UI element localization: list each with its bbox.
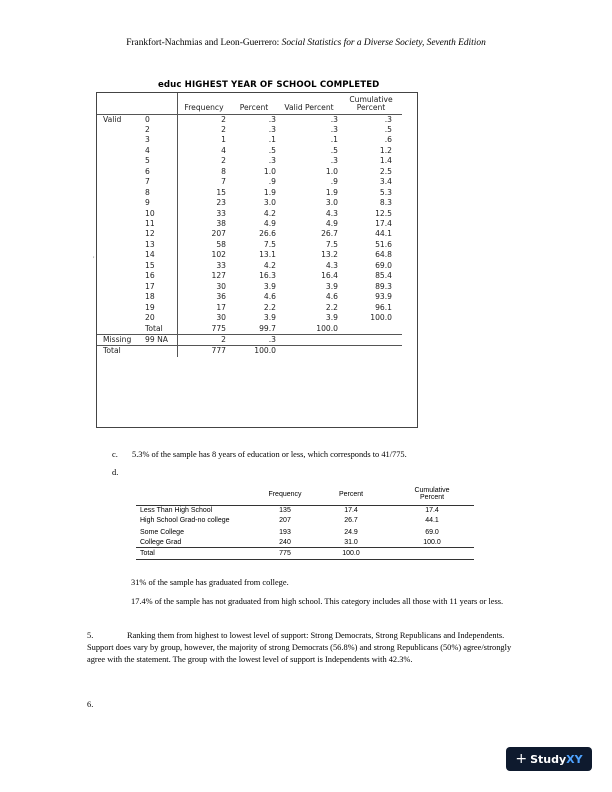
cell-percent: 24.9: [344, 529, 358, 537]
cell-cumulative-percent: [340, 346, 402, 357]
row-value: 8: [145, 187, 150, 197]
plus-icon: +: [515, 751, 528, 767]
freq2-col-frequency: Frequency: [258, 483, 312, 506]
cell-cumulative-percent: 17.4: [425, 507, 439, 514]
row-value: 2: [145, 124, 150, 134]
cell-valid-percent: .3: [330, 124, 338, 134]
row-group-label: [97, 261, 145, 271]
cell-frequency: 193: [279, 529, 291, 537]
cell-frequency: 240: [279, 538, 291, 546]
cell-percent: 99.7: [259, 323, 276, 333]
row-value: 11: [145, 219, 155, 229]
cell-percent: 1.9: [263, 187, 276, 197]
row-value: 17: [145, 281, 155, 291]
table-row: [97, 229, 402, 239]
row-value: [145, 346, 178, 357]
cell-percent: 4.2: [263, 208, 276, 218]
cell-cumulative-percent: 100.0: [370, 313, 392, 323]
cell-percent: 4.2: [263, 260, 276, 270]
cell-cumulative-percent: 69.0: [375, 260, 392, 270]
category-name: College Grad: [140, 538, 182, 546]
cell-valid-percent: 3.9: [325, 313, 338, 323]
col-cumulative-percent: Cumulative Percent: [340, 93, 402, 114]
cell-frequency: 36: [178, 292, 231, 302]
row-value: 6: [145, 166, 150, 176]
table-row: [97, 135, 402, 145]
page-header: [0, 38, 612, 48]
cell-frequency: 207: [178, 229, 231, 239]
cell-cumulative-percent: 93.9: [375, 292, 392, 302]
cell-valid-percent: 3.9: [325, 281, 338, 291]
cell-percent: 3.0: [263, 198, 276, 208]
cell-frequency: 1: [178, 135, 231, 145]
cell-cumulative-percent: 1.2: [379, 145, 392, 155]
row-group-label: [97, 250, 145, 260]
table-row: [97, 219, 402, 229]
cell-frequency: 2: [178, 114, 231, 125]
cell-percent: .3: [268, 156, 276, 166]
row-value: 99 NA: [145, 335, 178, 346]
cell-percent: 100.0: [230, 346, 278, 357]
cell-valid-percent: .3: [330, 156, 338, 166]
cell-valid-percent: 1.0: [325, 166, 338, 176]
cell-frequency: 15: [178, 188, 231, 198]
row-value: 14: [145, 250, 155, 260]
spss-frequency-table: [97, 93, 402, 357]
row-value: 0: [145, 114, 150, 124]
col-percent: Percent: [230, 93, 278, 114]
question-5-text: Ranking them from highest to lowest level of support: Strong Democrats, Strong Republicans and Independents. Support does vary by group, however, the majority of strong Democrats (56.8%) and strong Republicans (50%) agree/strongly agree with the statement. The group with the lowest level of support is Independents with 42.3%.: [87, 631, 512, 665]
cell-percent: 31.0: [344, 538, 358, 546]
spss-table-title: educ HIGHEST YEAR OF SCHOOL COMPLETED: [158, 80, 380, 90]
cell-frequency: 2: [178, 156, 231, 166]
table-row: [97, 313, 402, 323]
col-valid-percent: Valid Percent: [278, 93, 340, 114]
row-group-label: [97, 198, 145, 208]
cell-cumulative-percent: 44.1: [425, 516, 439, 524]
cell-frequency: 30: [178, 282, 231, 292]
cell-frequency: 33: [178, 209, 231, 219]
note-college-grad: 31% of the sample has graduated from college.: [131, 578, 289, 587]
cell-valid-percent: .1: [330, 135, 338, 145]
row-value: 15: [145, 260, 155, 270]
row-group-label: [97, 167, 145, 177]
cell-cumulative-percent: .6: [384, 135, 392, 145]
cell-cumulative-percent: 96.1: [375, 302, 392, 312]
row-group-label: [97, 240, 145, 250]
cell-frequency: 33: [178, 261, 231, 271]
cell-valid-percent: .3: [330, 114, 338, 124]
cell-cumulative-percent: 8.3: [379, 198, 392, 208]
col-frequency: Frequency: [178, 93, 231, 114]
cell-percent: 26.6: [259, 229, 276, 239]
table-row: [97, 156, 402, 166]
cell-frequency: 38: [178, 219, 231, 229]
row-group-label: [97, 188, 145, 198]
row-group-label: [97, 125, 145, 135]
header-authors: Frankfort-Nachmias and Leon-Guerrero:: [126, 38, 282, 48]
table-row: [97, 177, 402, 187]
cell-valid-percent: 4.9: [325, 219, 338, 229]
table-row: [97, 125, 402, 135]
valid-total-row: [97, 324, 402, 335]
logo-study-text: Study: [530, 752, 567, 766]
row-group-label: [97, 209, 145, 219]
row-value: 13: [145, 239, 155, 249]
cell-valid-percent: 3.0: [325, 198, 338, 208]
cell-frequency: 30: [178, 313, 231, 323]
cell-cumulative-percent: .3: [384, 114, 392, 124]
cell-percent: 17.4: [344, 507, 358, 514]
cell-cumulative-percent: [390, 548, 474, 560]
cell-percent: 100.0: [312, 548, 390, 560]
cell-valid-percent: 7.5: [325, 239, 338, 249]
question-6-number: 6.: [87, 700, 94, 709]
table-row: [97, 271, 402, 281]
cell-valid-percent: 16.4: [321, 271, 338, 281]
cell-cumulative-percent: 17.4: [375, 219, 392, 229]
category-name: Less Than High School: [140, 507, 213, 514]
row-value: 10: [145, 208, 155, 218]
row-value: 19: [145, 302, 155, 312]
cell-percent: .5: [268, 145, 276, 155]
cell-cumulative-percent: 1.4: [379, 156, 392, 166]
cell-cumulative-percent: [340, 335, 402, 346]
cell-valid-percent: 13.2: [321, 250, 338, 260]
row-group-label: [97, 219, 145, 229]
cell-percent: .3: [268, 124, 276, 134]
cell-cumulative-percent: 44.1: [375, 229, 392, 239]
cell-frequency: 777: [178, 346, 231, 357]
table-row: [97, 303, 402, 313]
cell-valid-percent: 1.9: [325, 187, 338, 197]
question-5: [87, 630, 531, 667]
item-c-text: 5.3% of the sample has 8 years of education or less, which corresponds to 41/775.: [132, 450, 407, 459]
row-group-label: Total: [97, 346, 145, 357]
cell-cumulative-percent: 5.3: [379, 187, 392, 197]
cell-valid-percent: .5: [330, 145, 338, 155]
cell-cumulative-percent: 85.4: [375, 271, 392, 281]
cell-valid-percent: [278, 335, 340, 346]
freq2-col-percent: Percent: [312, 483, 390, 506]
row-value: 16: [145, 271, 155, 281]
cell-cumulative-percent: [340, 324, 402, 335]
note-less-than-high-school: 17.4% of the sample has not graduated from high school. This category includes all those with 11 years or less.: [131, 597, 504, 606]
row-value: 9: [145, 198, 150, 208]
cell-percent: 13.1: [259, 250, 276, 260]
cell-frequency: 102: [178, 250, 231, 260]
cell-percent: .3: [230, 335, 278, 346]
table-row: [97, 146, 402, 156]
category-name: Total: [136, 548, 258, 560]
cell-frequency: 775: [178, 324, 231, 335]
cell-frequency: 23: [178, 198, 231, 208]
table-row: [97, 188, 402, 198]
table-row: [97, 167, 402, 177]
cell-valid-percent: 4.6: [325, 292, 338, 302]
row-group-label: Valid: [103, 114, 122, 124]
table-row: [136, 516, 474, 526]
cell-frequency: 135: [279, 507, 291, 514]
row-group-label: [97, 292, 145, 302]
item-c: [112, 450, 407, 459]
category-name: High School Grad-no college: [140, 516, 230, 524]
cell-frequency: 7: [178, 177, 231, 187]
row-group-label: [97, 324, 145, 335]
cell-valid-percent: .9: [330, 177, 338, 187]
freq2-table-body: [136, 506, 474, 560]
cell-percent: 7.5: [263, 239, 276, 249]
header-book-title: Social Statistics for a Diverse Society, Seventh Edition: [281, 38, 486, 48]
cell-cumulative-percent: 12.5: [375, 208, 392, 218]
table-row: [136, 538, 474, 548]
row-group-label: [97, 271, 145, 281]
table-row: [136, 506, 474, 516]
row-group-label: [97, 313, 145, 323]
grand-total-row: [97, 346, 402, 357]
cell-percent: 16.3: [259, 271, 276, 281]
cell-cumulative-percent: 69.0: [425, 529, 439, 537]
cell-cumulative-percent: 2.5: [379, 166, 392, 176]
cell-percent: 4.6: [263, 292, 276, 302]
row-group-label: [97, 282, 145, 292]
cell-frequency: 127: [178, 271, 231, 281]
freq2-col-cumulative: Cumulative Percent: [390, 483, 474, 506]
cell-cumulative-percent: 89.3: [375, 281, 392, 291]
table-row: [97, 114, 402, 125]
cell-frequency: 2: [178, 335, 231, 346]
row-group-label: [97, 146, 145, 156]
table-row: [97, 292, 402, 302]
cell-percent: 1.0: [263, 166, 276, 176]
row-value: 18: [145, 292, 155, 302]
row-value: Total: [145, 323, 163, 333]
row-value: 4: [145, 145, 150, 155]
table-row: [97, 209, 402, 219]
question-5-number: 5.: [87, 631, 94, 640]
row-value: 12: [145, 229, 155, 239]
item-d-label: d.: [112, 468, 119, 477]
cell-cumulative-percent: 100.0: [423, 538, 441, 546]
table-row: [97, 240, 402, 250]
row-value: 5: [145, 156, 150, 166]
cell-frequency: 4: [178, 146, 231, 156]
category-name: Some College: [140, 529, 184, 537]
cell-percent: .3: [268, 114, 276, 124]
row-value: 7: [145, 177, 150, 187]
total-row: [136, 548, 474, 560]
row-group-label: [97, 229, 145, 239]
cell-valid-percent: 2.2: [325, 302, 338, 312]
cell-percent: 2.2: [263, 302, 276, 312]
cell-cumulative-percent: 51.6: [375, 239, 392, 249]
row-group-label: [97, 156, 145, 166]
cell-frequency: 8: [178, 167, 231, 177]
cell-frequency: 17: [178, 303, 231, 313]
row-group-label: Missing: [97, 335, 145, 346]
row-group-label: [97, 303, 145, 313]
cell-valid-percent: 100.0: [316, 323, 338, 333]
table-row: [97, 282, 402, 292]
studyxy-logo[interactable]: [506, 747, 592, 771]
row-group-label: [97, 177, 145, 187]
cell-frequency: 58: [178, 240, 231, 250]
cell-percent: 26.7: [344, 516, 358, 524]
missing-row: [97, 335, 402, 346]
table-row: [97, 261, 402, 271]
cell-frequency: 2: [178, 125, 231, 135]
row-value: 3: [145, 135, 150, 145]
cell-percent: 3.9: [263, 313, 276, 323]
table-row: [97, 198, 402, 208]
logo-xy-text: XY: [566, 752, 583, 766]
cell-percent: .9: [268, 177, 276, 187]
table-row: [97, 250, 402, 260]
spss-table-body: [97, 114, 402, 357]
row-group-label: [97, 135, 145, 145]
cell-percent: 4.9: [263, 219, 276, 229]
cell-cumulative-percent: .5: [384, 124, 392, 134]
table-row: [136, 528, 474, 538]
cell-valid-percent: 4.3: [325, 260, 338, 270]
stray-mark: ,: [93, 253, 95, 259]
education-category-table: [136, 483, 474, 560]
cell-frequency: 775: [258, 548, 312, 560]
cell-percent: .1: [268, 135, 276, 145]
row-value: 20: [145, 313, 155, 323]
cell-frequency: 207: [279, 516, 291, 524]
cell-valid-percent: [278, 346, 340, 357]
cell-valid-percent: 26.7: [321, 229, 338, 239]
cell-valid-percent: 4.3: [325, 208, 338, 218]
item-c-label: c.: [112, 450, 118, 459]
cell-percent: 3.9: [263, 281, 276, 291]
cell-cumulative-percent: 3.4: [379, 177, 392, 187]
cell-cumulative-percent: 64.8: [375, 250, 392, 260]
